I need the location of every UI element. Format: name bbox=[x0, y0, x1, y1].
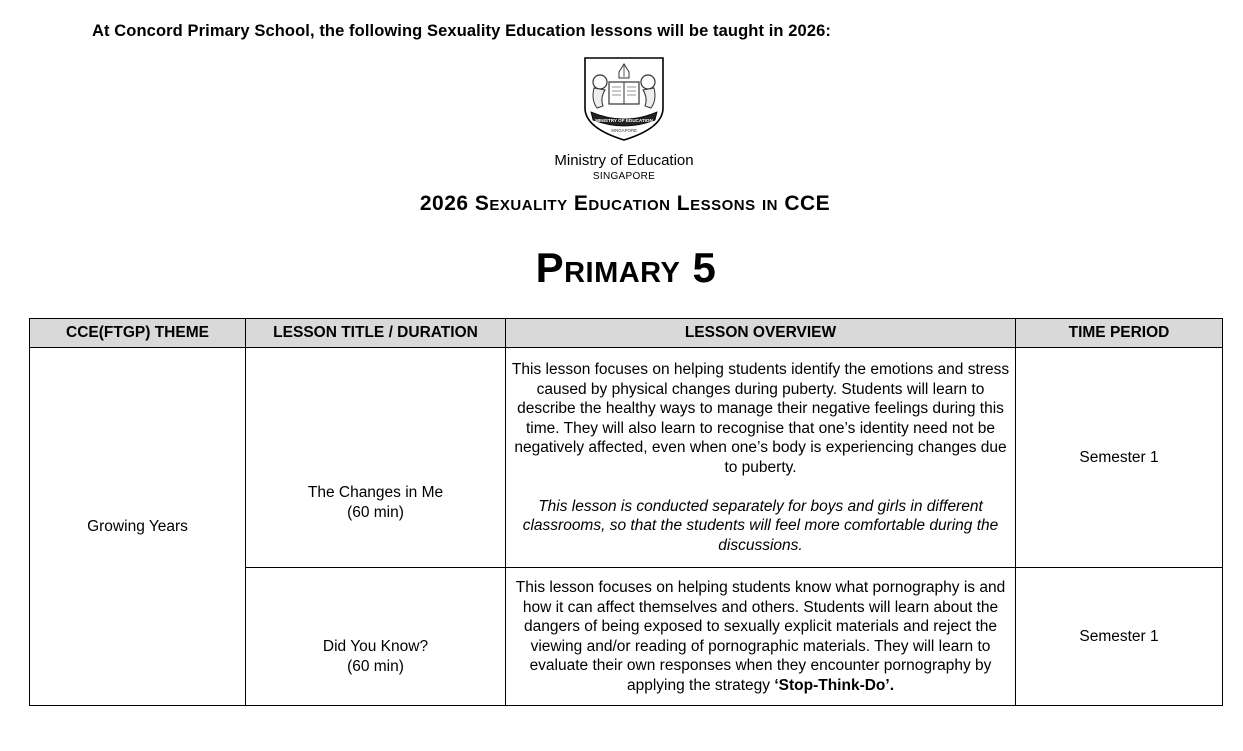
lesson-title-cell bbox=[246, 348, 506, 568]
ministry-name: Ministry of Education bbox=[554, 152, 694, 169]
lesson-overview-text: This lesson focuses on helping students identify the emotions and stress caused by physical changes during puberty. Students will learn to describe the healthy ways to manage their negative feelings during this time. They will also learn to recognise that one’s identity need not be negatively affected, even when one’s body is experiencing changes due to puberty. bbox=[511, 361, 1010, 476]
crest-ribbon-text: MINISTRY OF EDUCATION bbox=[595, 118, 653, 123]
lessons-table bbox=[29, 318, 1223, 706]
strategy-name: ‘Stop-Think-Do’. bbox=[774, 676, 894, 694]
time-period-cell: Semester 1 bbox=[1016, 348, 1223, 568]
lesson-title: The Changes in Me bbox=[307, 483, 444, 501]
lesson-overview-body: This lesson focuses on helping students know what pornography is and how it can affect themselves and others. Students will learn about the dangers of being exposed to sexually explicit materials and reject the viewing and/or reading of pornographic materials. They will learn to evaluate their own responses when they encounter pornography by applying the strategy bbox=[515, 579, 1006, 694]
level-title: Primary 5 bbox=[535, 244, 717, 291]
lesson-overview-cell bbox=[506, 568, 1016, 706]
intro-text: At Concord Primary School, the following Sexuality Education lessons will be taught in 2026: bbox=[92, 22, 831, 40]
header-lesson-overview: LESSON OVERVIEW bbox=[506, 319, 1016, 348]
table-row bbox=[30, 348, 1223, 568]
table-header-row bbox=[30, 319, 1223, 348]
header-time-period: TIME PERIOD bbox=[1016, 319, 1223, 348]
theme-cell: Growing Years bbox=[30, 348, 246, 706]
moe-crest-icon bbox=[583, 56, 665, 142]
lesson-title: Did You Know? bbox=[322, 637, 429, 655]
lesson-duration: (60 min) bbox=[347, 503, 404, 521]
ministry-country: SINGAPORE bbox=[592, 171, 656, 182]
document-title: 2026 Sexuality Education Lessons in CCE bbox=[419, 192, 831, 215]
lesson-title-cell bbox=[246, 568, 506, 706]
lesson-duration: (60 min) bbox=[347, 657, 404, 675]
header-lesson-title: LESSON TITLE / DURATION bbox=[246, 319, 506, 348]
lesson-overview-note: This lesson is conducted separately for boys and girls in different classrooms, so that the students will feel more comfortable during the discussions. bbox=[522, 497, 999, 554]
lesson-overview-text bbox=[506, 578, 1015, 695]
time-period-cell: Semester 1 bbox=[1016, 568, 1223, 706]
lesson-overview-cell bbox=[506, 348, 1016, 568]
crest-country-text: SINGAPORE bbox=[610, 128, 638, 133]
header-theme: CCE(FTGP) THEME bbox=[30, 319, 246, 348]
